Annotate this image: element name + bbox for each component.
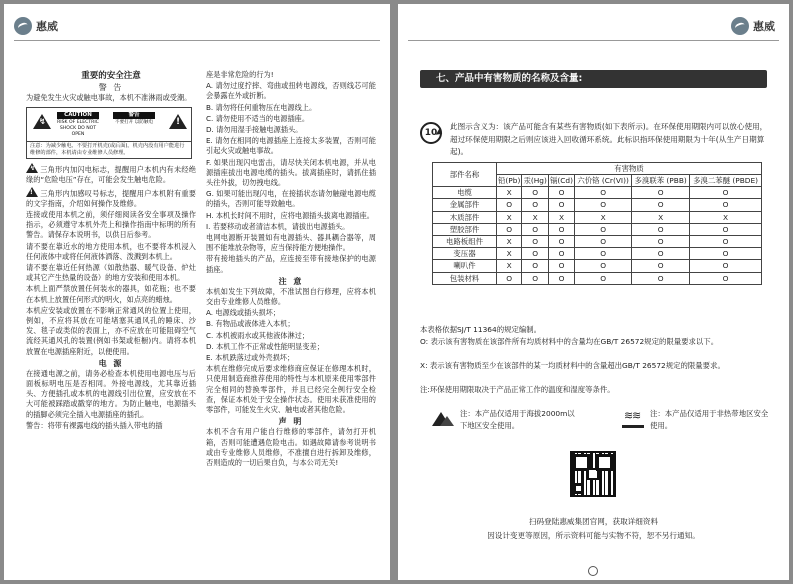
substance-value-cell: O — [548, 236, 574, 248]
column-header-substance: 六价铬 (Cr(VI)) — [575, 175, 632, 187]
substance-value-cell: O — [690, 236, 762, 248]
list-item: E. 请勿在相同的电源插座上连接太多装置，否则可能引起火灾或触电事故。 — [206, 136, 376, 156]
power-section-title: 电 源 — [98, 358, 124, 368]
note-eco-period: 注:环保使用期限取决于产品正常工作的温度和湿度等条件。 — [420, 385, 615, 394]
paragraph: 本机在维修完成后要求维修商应保证在修理本机时，只使用制造商推荐使用的特性与本机原来使用零部件完全相同的替换零部件，并且已经完全例行安全检查，保证本机处于安全操作状态。使用未获准使用的零部件，可能发生火灾、触电或者其他危险。 — [206, 364, 376, 415]
list-item: F. 如果出现闪电雷击，请尽快关闭本机电源，并从电源插座拔出电源电缆的插头。拔离插座时，请抓住插头往外拔，切勿拽电线。 — [206, 157, 376, 188]
table-row — [433, 248, 762, 260]
paragraph: 电网电源断开装置如有电源插头、器具耦合器等，周围不能堆放杂物等，应当保持能方便地操作。 — [206, 233, 376, 253]
caution-label-text: CAUTION — [57, 112, 99, 119]
substance-value-cell: O — [522, 236, 549, 248]
column-header-substance: 多溴二苯醚 (PBDE) — [690, 175, 762, 187]
substance-value-cell: O — [690, 187, 762, 199]
substance-value-cell: O — [548, 199, 574, 211]
substance-value-cell: O — [690, 248, 762, 260]
paragraph: 本机应安装或放置在不影响正常通风的位置上使用，例如，不应将其放在可能堵塞其通风孔的睡床、沙发、毯子或类似的表面上，亦不应放在可能阻碍空气流经其通风孔的装置(例如书架或柜橱)内。请将本机放置在电源插座附近，以便使用。 — [26, 305, 196, 356]
substance-value-cell: X — [497, 248, 522, 260]
part-name-cell: 金属部件 — [433, 199, 497, 211]
exclamation-warning-icon — [169, 114, 187, 129]
substance-value-cell: O — [522, 187, 549, 199]
table-row — [433, 223, 762, 235]
header-rule — [408, 40, 779, 41]
list-item: B. 请勿将任何重物压在电源线上。 — [206, 102, 317, 112]
paragraph: 请不要在靠近任何热源（如散热器、暖气设备、炉灶或其它产生热量的设备）的地方安装和使用本机。 — [26, 263, 196, 283]
paragraph: 本机不含有用户能自行维修的零部件，请勿打开机箱，否则可能遭遇危险电击。如遇故障请参考说明书或由专业维修人员维修，不准擅自进行拆卸及维修，否则造成的一切后果自负，与本公司无关! — [206, 427, 376, 467]
substance-value-cell: X — [497, 211, 522, 223]
left-page — [4, 4, 390, 580]
substance-value-cell: O — [632, 272, 690, 284]
part-name-cell: 电路板组件 — [433, 236, 497, 248]
substance-value-cell: O — [575, 223, 632, 235]
right-page — [398, 4, 789, 580]
lightning-triangle-icon: ↯ — [26, 163, 38, 173]
section-title: 七、产品中有害物质的名称及含量: — [420, 70, 767, 88]
substance-value-cell: X — [690, 211, 762, 223]
table-row — [433, 211, 762, 223]
tropic-note — [622, 408, 772, 432]
part-name-cell: 木质部件 — [433, 211, 497, 223]
substance-value-cell: O — [632, 199, 690, 211]
caution-label-cn: 警告 — [113, 112, 155, 119]
brand-name: 惠威 — [753, 20, 775, 33]
substance-value-cell: O — [497, 272, 522, 284]
attention-section-title: 注 意 — [278, 276, 304, 286]
caution-lines-cn: 不要打开 以防触电 — [114, 120, 154, 126]
list-item: D. 请勿用湿手接触电源插头。 — [206, 125, 303, 135]
non-tropical-icon: ≋ ≋ — [622, 408, 644, 428]
lightning-symbol-note: ↯ 三角形内加闪电标志，提醒用户本机内有未经绝缘的“危险电压”存在，可能会发生触电危险。 — [26, 165, 196, 185]
note-x-definition: X: 表示该有害物质至少在该部件的某一均质材料中的含量超出GB/T 26572规定的限量要求。 — [420, 361, 725, 370]
substance-value-cell: O — [690, 260, 762, 272]
header-rule — [14, 40, 380, 41]
substance-value-cell: O — [575, 260, 632, 272]
substance-value-cell: O — [690, 199, 762, 211]
statement-section-title: 声 明 — [278, 417, 304, 427]
list-item: I. 若要移动或者清洁本机，请拔出电源插头。 — [206, 221, 350, 231]
intro-text: 此图示含义为：该产品可能含有某些有害物质(如下表所示)。在环保使用期限内可以放心使用，超过环保使用期限之后则应该进入回收循环系统。此标识指环保使用期限为十年(从生产日期算起)。 — [450, 122, 768, 156]
table-row — [433, 272, 762, 284]
lightning-warning-icon — [33, 114, 51, 129]
substance-value-cell: O — [548, 248, 574, 260]
table-row — [433, 260, 762, 272]
part-name-cell: 电缆 — [433, 187, 497, 199]
brand-logo — [14, 17, 58, 35]
paragraph: 连接或使用本机之前，须仔细阅读各安全事项及操作指示，必须遵守本机外壳上和操作指南中标明的所有警告。请保存本说明书，以供日后参考。 — [26, 210, 196, 240]
substance-value-cell: O — [522, 272, 549, 284]
substance-value-cell: O — [575, 199, 632, 211]
warning-subtitle: 警 告 — [98, 83, 124, 92]
substance-value-cell: O — [522, 260, 549, 272]
disclaimer-text: 因设计变更等原因，所示资料可能与实物不符，恕不另行通知。 — [487, 531, 700, 540]
column-header-substance: 汞(Hg) — [523, 176, 547, 186]
paragraph: 本机如发生下列故障，不准试图自行修理，应将本机交由专业维修人员维修。 — [206, 286, 376, 307]
scan-text: 扫码登陆惠威集团官网，获取详细资料 — [528, 517, 659, 526]
substance-value-cell: O — [548, 223, 574, 235]
substance-value-cell: O — [548, 260, 574, 272]
table-row — [433, 187, 762, 199]
paragraph: 请不要在靠近水的地方使用本机，也不要将本机浸入任何液体中或将任何液体洒落、泼溅到本机上。 — [26, 241, 196, 261]
part-name-cell: 包装材料 — [433, 272, 497, 284]
substance-value-cell: O — [522, 223, 549, 235]
column-header-group: 有害物质 — [497, 163, 762, 175]
paragraph: 为避免发生火灾或触电事故，本机不准淋雨或受潮。 — [26, 93, 192, 102]
substance-value-cell: X — [575, 211, 632, 223]
brand-mark-icon — [14, 17, 32, 35]
substance-value-cell: O — [575, 187, 632, 199]
substance-value-cell: O — [690, 223, 762, 235]
substance-value-cell: O — [575, 236, 632, 248]
paragraph: 本机上面严禁放置任何装水的器具，如花瓶；也不要在本机上放置任何形式的明火，如点亮的蜡烛。 — [26, 284, 196, 304]
column-header-part: 部件名称 — [433, 163, 497, 187]
caution-label-box — [26, 107, 192, 159]
substance-value-cell: O — [497, 199, 522, 211]
qr-code[interactable] — [570, 451, 616, 497]
list-item: C. 请勿使用不适当的电源插座。 — [206, 113, 310, 123]
table-row — [433, 199, 762, 211]
fault-items — [206, 308, 376, 363]
substance-value-cell: O — [548, 272, 574, 284]
caution-note: 注意：为减少触电、不要打开机壳(或后面)。机壳内没有用户能进行维修的部件，本机请由专业维修人员修理。 — [27, 141, 191, 158]
substance-value-cell: O — [632, 187, 690, 199]
table-row — [433, 236, 762, 248]
paragraph: 座是非常危险的行为! — [206, 70, 274, 79]
mountain-altitude-icon — [432, 408, 454, 428]
substance-value-cell: X — [548, 211, 574, 223]
brand-logo — [731, 17, 775, 35]
substance-value-cell: O — [632, 260, 690, 272]
list-item: C. 本机被雨水或其他液体淋过； — [206, 330, 310, 340]
brand-name: 惠威 — [36, 20, 58, 33]
substance-value-cell: O — [575, 248, 632, 260]
list-item: D. 本机工作不正常或性能明显变差； — [206, 341, 324, 351]
substance-value-cell: X — [497, 260, 522, 272]
altitude-note-text: 注：本产品仅适用于海拔2000m以下地区安全使用。 — [460, 409, 575, 430]
left-column-2 — [206, 70, 376, 469]
list-item: H. 本机长时间不用时，应将电源插头拔离电源插座。 — [206, 210, 374, 220]
exclamation-triangle-icon: ! — [26, 187, 38, 197]
note-o-definition: O: 表示该有害物质在该部件所有均质材料中的含量均在GB/T 26572规定的限量要求以下。 — [420, 337, 719, 346]
part-name-cell: 变压器 — [433, 248, 497, 260]
eco-period-icon: 10 — [420, 122, 442, 144]
substance-value-cell: O — [548, 187, 574, 199]
note-standard: 本表格依据SJ/T 11364的规定编制。 — [420, 325, 542, 334]
list-item: B. 有物品或液体进入本机； — [206, 319, 295, 329]
tropic-note-text: 注：本产品仅适用于非热带地区安全使用。 — [650, 409, 769, 430]
left-column-1 — [26, 70, 196, 432]
table-header-row — [433, 163, 762, 175]
substance-value-cell: X — [632, 211, 690, 223]
list-item: E. 本机跌落过或外壳损坏； — [206, 353, 295, 363]
column-header-substance: 铅(Pb) — [498, 176, 521, 186]
substance-value-cell: X — [522, 211, 549, 223]
caution-lines: RISK OF ELECTRIC SHOCK DO NOT OPEN — [57, 120, 99, 138]
power-cord-items — [206, 81, 376, 232]
substance-value-cell: O — [522, 248, 549, 260]
substance-value-cell: O — [690, 272, 762, 284]
eco-period-intro — [420, 121, 770, 159]
column-header-substance: 多溴联苯 (PBB) — [632, 175, 690, 187]
list-item: A. 请勿过度拧摔、弯曲或扭转电源线，否则线芯可能会暴露在外或折断。 — [206, 81, 376, 101]
substance-value-cell: O — [632, 236, 690, 248]
substance-value-cell: O — [575, 272, 632, 284]
paragraph: 警告：将带有裸露电线的插头插入带电的插 — [26, 420, 163, 430]
paragraph: 带有接地插头的产品，应连接至带有接地保护的电源插座。 — [206, 254, 376, 274]
substance-value-cell: X — [497, 187, 522, 199]
substance-value-cell: X — [497, 236, 522, 248]
altitude-note — [432, 408, 582, 432]
column-header-substance: 镉(Cd) — [549, 176, 573, 186]
paragraph: 在接通电源之前，请务必检查本机使用电源电压与后面板标明电压是否相同。外接电源线，尤其靠近插头、方便插孔或本机的电源线引出位置，应安放在不大可能被踩踏或戳穿的地方。为防止触电，电源插头的插脚必须完全插入电源插座的插孔。 — [26, 368, 196, 419]
page-number-mark — [588, 566, 598, 576]
exclamation-symbol-note: ! 三角形内加感叹号标志，提醒用户本机附有重要的文字指南，介绍如何操作及维修。 — [26, 188, 196, 208]
part-name-cell: 喇叭件 — [433, 260, 497, 272]
list-item: G. 如果可能出现闪电，在接插状态请勿触碰电源电缆的插头，否则可能导致触电。 — [206, 189, 376, 209]
substance-value-cell: O — [632, 248, 690, 260]
list-item: A. 电源线或插头损坏； — [206, 308, 281, 318]
substance-value-cell: O — [497, 223, 522, 235]
safety-title: 重要的安全注意 — [81, 71, 141, 81]
hazardous-substance-table — [432, 162, 762, 285]
substance-value-cell: O — [632, 223, 690, 235]
brand-mark-icon — [731, 17, 749, 35]
substance-value-cell: O — [522, 199, 549, 211]
part-name-cell: 塑胶部件 — [433, 223, 497, 235]
